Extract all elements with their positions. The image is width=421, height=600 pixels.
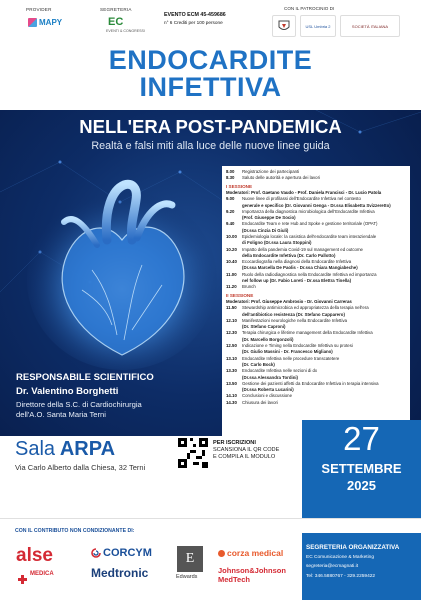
item-text: della Endocardite Infettiva (Dr. Carlo Pallotto) (242, 252, 336, 258)
item-text: Nuove linee di profilassi dell'Endocardite Infettiva nel contesto (242, 196, 361, 202)
secretariat-phone[interactable]: Tel: 346.5880767 - 329.2259422 (306, 574, 376, 579)
region-crest-icon (277, 19, 291, 33)
venue-name: ARPA (59, 438, 116, 460)
title-line-3: NELL'ERA POST-PANDEMICA (79, 116, 342, 137)
item-text: Endocardite Team e rete Hub and Spoke e gestione territoriale (OPAT) (242, 221, 378, 227)
time-label: 11.20 (226, 284, 237, 290)
registration-line-1: SCANSIONA IL QR CODE (213, 447, 280, 453)
venue-address: Via Carlo Alberto dalla Chiesa, 32 Terni (15, 463, 146, 472)
title-line-2: INFETTIVA (139, 72, 282, 102)
patrocinio-label: CON IL PATROCINIO DI (284, 6, 335, 11)
patron-logo-society (340, 15, 400, 37)
program-row (226, 284, 406, 290)
sponsor-alse: alse (16, 545, 53, 566)
qr-code-icon (178, 438, 208, 468)
responsible-name: Dr. Valentino Borghetti (16, 386, 119, 397)
heart-icon (12, 160, 232, 380)
corza-logo-icon (218, 550, 225, 557)
heart-illustration (12, 160, 232, 380)
responsible-role (16, 400, 236, 420)
title-line-1: ENDOCARDITE (108, 45, 313, 75)
program-row (226, 175, 406, 181)
patron-usl-text: USL Umbria 2 (305, 23, 331, 29)
item-text: Stewardship antimicrobica ed appropriatezza della terapia nell'era (242, 305, 369, 311)
item-text: Endocardite Infettiva nelle sezioni di dx (242, 368, 318, 374)
venue-title (15, 438, 115, 461)
time-label: 14.30 (226, 399, 237, 405)
item-text: generale e specifico (Dr. Giovanni Genga - Dr.ssa Elisabetta Svizzeretto) (242, 202, 391, 208)
session-2-moderators: Moderatori: Prof. Giuseppe Ambrosio - Dr. Giovanni Carreras (226, 299, 352, 305)
item-text: Impatto della pandemia Covid-19 sul management ed outcome (242, 246, 363, 252)
item-text: (Dr. Stefano Caproni) (242, 324, 286, 330)
sponsor-alse-medica: MEDICA (30, 571, 54, 577)
sponsor-jnj-medtech: MedTech (218, 575, 250, 584)
patron-logo-usl (300, 15, 336, 37)
responsible-block (16, 372, 236, 420)
venue-sala: Sala (15, 438, 56, 460)
item-text: Gestione dei pazienti affetti da Endocardite Infettiva in terapia intensiva (242, 380, 379, 386)
sponsor-corza (218, 548, 283, 558)
patron-society-text: SOCIETÀ ITALIANA (351, 23, 389, 29)
item-text: Brunch (242, 284, 256, 290)
item-text: Saluto delle autorità e apertura dei lavori (242, 175, 320, 181)
secretariat-title: SEGRETERIA ORGANIZZATIVA (306, 544, 400, 551)
item-text: Registrazione dei partecipanti (242, 169, 300, 174)
segreteria-logo: EC (108, 16, 124, 28)
time-label: 13.10 (226, 355, 237, 361)
subtitle: Realtà e falsi miti alla luce delle nuove linee guida (91, 140, 330, 152)
time-label: 9.20 (226, 208, 235, 214)
date-day: 27 (343, 420, 380, 457)
item-text: nel follow up (Dr. Fabio Loreti - Dr.ssa Elettra Tinella) (242, 278, 352, 284)
item-text: (Dr. Giulio Massini - Dr. Francesco Migliano) (242, 349, 333, 355)
item-text: Endocardite Infettiva nelle procedure transcatetere (242, 355, 340, 361)
provider-label: PROVIDER (26, 7, 52, 12)
item-text: Terapia chirurgica e lifetime management della Endocardite Infettiva (242, 330, 373, 336)
time-label: 11.00 (226, 271, 237, 277)
time-label: 10.40 (226, 259, 237, 265)
qr-code[interactable] (178, 438, 208, 468)
time-label: 13.30 (226, 368, 237, 374)
item-text: (Prof. Giuseppe De Socio) (242, 215, 296, 221)
responsible-role-line-2: dell'A.O. Santa Maria Terni (16, 410, 106, 419)
provider-logo-text: MAPY (39, 18, 63, 27)
secretariat-line-1: EC Comunicazione & Marketing (306, 555, 374, 560)
event-code: EVENTO ECM 45-459686 (164, 12, 226, 18)
item-text: (Dr.ssa Alessandra Tordini) (242, 374, 299, 380)
time-label: 13.50 (226, 380, 237, 386)
time-label: 12.50 (226, 343, 237, 349)
item-text: (Dr.ssa Marcella De Paolis - Dr.ssa Chiara Mangiabeche) (242, 265, 358, 271)
segreteria-logo-sub: EVENTI & CONGRESSI (106, 29, 145, 33)
item-text: di Foligno (Dr.ssa Laura Stoppini) (242, 240, 312, 246)
registration-info (213, 440, 279, 461)
sponsor-medtronic: Medtronic (91, 566, 149, 580)
sponsor-edwards: Edwards (176, 574, 198, 580)
item-text: Epidemiologia locale: la casistica dell'endocardite team interaziendale (242, 233, 377, 239)
item-text: (Dr.ssa Cinzia Di Giuli) (242, 227, 289, 233)
item-text: Importanza della diagnostica microbiologica dell'Endocardite Infettiva (242, 208, 375, 214)
time-label: 10.00 (226, 233, 237, 239)
sponsor-jnj: Johnson&Johnson (218, 566, 286, 575)
mapy-logo-icon (28, 18, 37, 27)
sponsor-corcym (91, 547, 152, 559)
date-year: 2025 (347, 478, 376, 493)
registration-title: PER ISCRIZIONI (213, 440, 256, 446)
item-text: (Dr. Carlo Bock) (242, 361, 275, 367)
sponsor-corcym-text: CORCYM (103, 547, 152, 559)
patron-logo-region (272, 15, 296, 37)
item-text: Ruolo della radiodiagnostica nella Endocardite Infettiva ed importanza (242, 271, 377, 277)
corcym-logo-icon (91, 548, 101, 558)
event-credits: n° 6 Crediti per 100 persone (164, 20, 223, 25)
divider (0, 518, 421, 519)
provider-logo (28, 18, 62, 27)
item-text: Manifestazioni neurologiche nella Endocardite Infettiva (242, 317, 348, 323)
item-text: (Dr. Marcello Borgonzoli) (242, 336, 294, 342)
program-panel (222, 166, 410, 438)
edwards-logo-icon: E (177, 546, 203, 572)
time-label: 12.30 (226, 330, 237, 336)
responsible-role-line-1: Direttore della S.C. di Cardiochirurgia (16, 400, 142, 409)
time-label: 8.00 (226, 169, 235, 174)
time-label: 12.10 (226, 317, 237, 323)
item-text: Chiusura dei lavori (242, 399, 278, 405)
item-text: (Dr.ssa Roberta Lucarini) (242, 387, 294, 393)
time-label: 14.10 (226, 393, 237, 399)
time-label: 10.20 (226, 246, 237, 252)
sponsor-corza-text: corza medical (227, 548, 284, 558)
session-2-title: II SESSIONE (226, 292, 254, 298)
session-1-title: I SESSIONE (226, 183, 253, 189)
registration-line-2: E COMPILA IL MODULO (213, 454, 276, 460)
item-text: Ecocardiografia nella diagnosi della Endocardite Infettiva (242, 259, 352, 265)
alse-cross-icon (18, 571, 27, 580)
time-label: 11.50 (226, 305, 237, 311)
time-label: 9.40 (226, 221, 235, 227)
sponsors-label: CON IL CONTRIBUTO NON CONDIZIONANTE DI: (15, 528, 135, 534)
item-text: Conclusioni e discussione (242, 393, 292, 399)
responsible-label: RESPONSABILE SCIENTIFICO (16, 372, 154, 383)
time-label: 9.00 (226, 196, 235, 202)
time-label: 8.30 (226, 175, 235, 181)
program-row (226, 400, 406, 406)
item-text: Indicazione e Timing nella Endocardite Infettiva su protesi (242, 343, 353, 349)
item-text: dell'antibiotico resistenza (Dr. Stefano Capparero) (242, 311, 345, 317)
session-1-moderators: Moderatori: Prof. Gaetano Vaudo - Prof. Daniela Francisci - Dr. Lucio Patola (226, 190, 382, 195)
secretariat-email[interactable]: segreteria@ecmagnati.it (306, 564, 359, 569)
segreteria-label: SEGRETERIA (100, 7, 132, 12)
date-month: SETTEMBRE (321, 461, 402, 476)
